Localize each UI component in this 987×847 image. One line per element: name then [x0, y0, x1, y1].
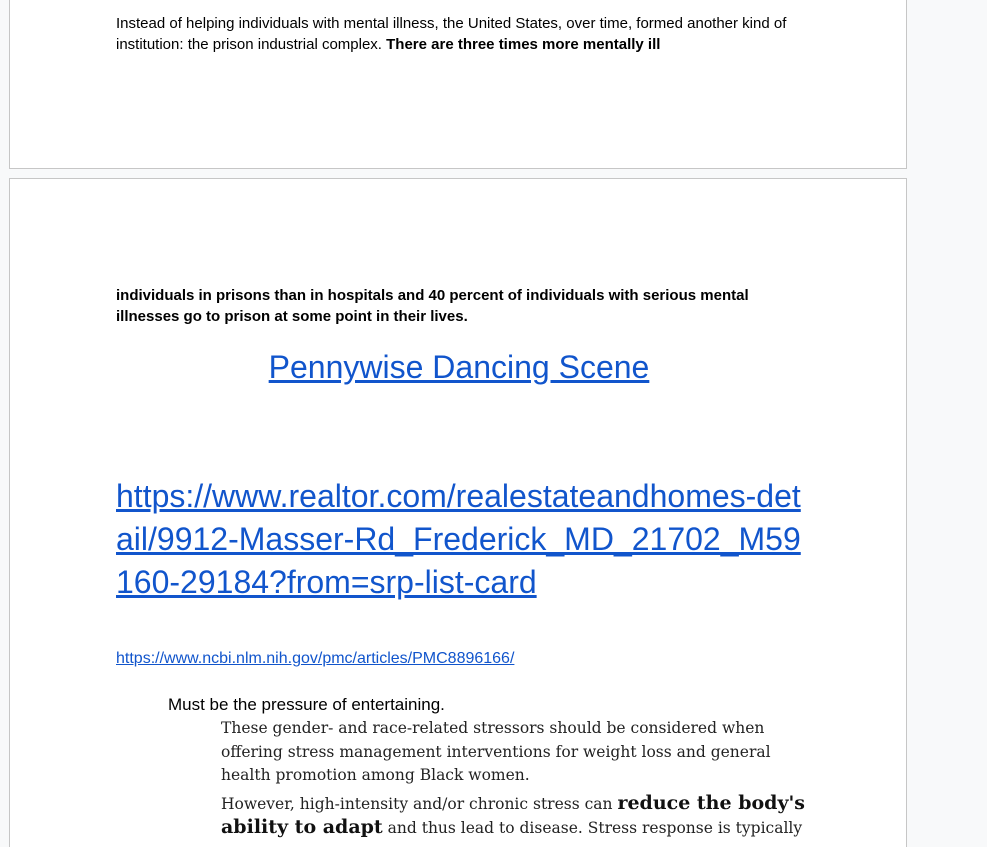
paragraph-prison-continued: individuals in prisons than in hospitals and 40 percent of individuals with serious mental illnesses go to prison at some point in their lives. [116, 287, 749, 325]
stress-quote-block [221, 717, 811, 845]
quote-text: However, high-intensity and/or chronic stress can [221, 794, 618, 813]
quote-paragraph-1: These gender- and race-related stressors should be considered when offering stress management interventions for weight loss and general health promotion among Black women. [221, 719, 771, 784]
pennywise-video-link[interactable]: Pennywise Dancing Scene [268, 349, 650, 385]
document-page-2 [9, 178, 907, 847]
ncbi-article-link[interactable]: https://www.ncbi.nlm.nih.gov/pmc/articles/PMC8896166/ [116, 650, 515, 667]
paragraph-prison-intro [116, 13, 806, 55]
realtor-listing-link[interactable]: https://www.realtor.com/realestateandhomes-detail/9912-Masser-Rd_Frederick_MD_21702_M59160-29184?from=srp-list-card [116, 478, 801, 600]
entertaining-note: Must be the pressure of entertaining. [168, 695, 445, 714]
quote-paragraph-2 [221, 792, 811, 841]
quote-text-end: and thus lead to disease. Stress response is typically [382, 819, 803, 837]
paragraph-bold-text: There are three times more mentally ill [386, 36, 661, 53]
quote-emphasis: reduce the body's ability to adapt [221, 791, 805, 838]
paragraph-text: Instead of helping individuals with mental illness, the United States, over time, formed another kind of institution: the prison industrial complex. [116, 15, 787, 53]
document-page-1 [9, 0, 907, 169]
